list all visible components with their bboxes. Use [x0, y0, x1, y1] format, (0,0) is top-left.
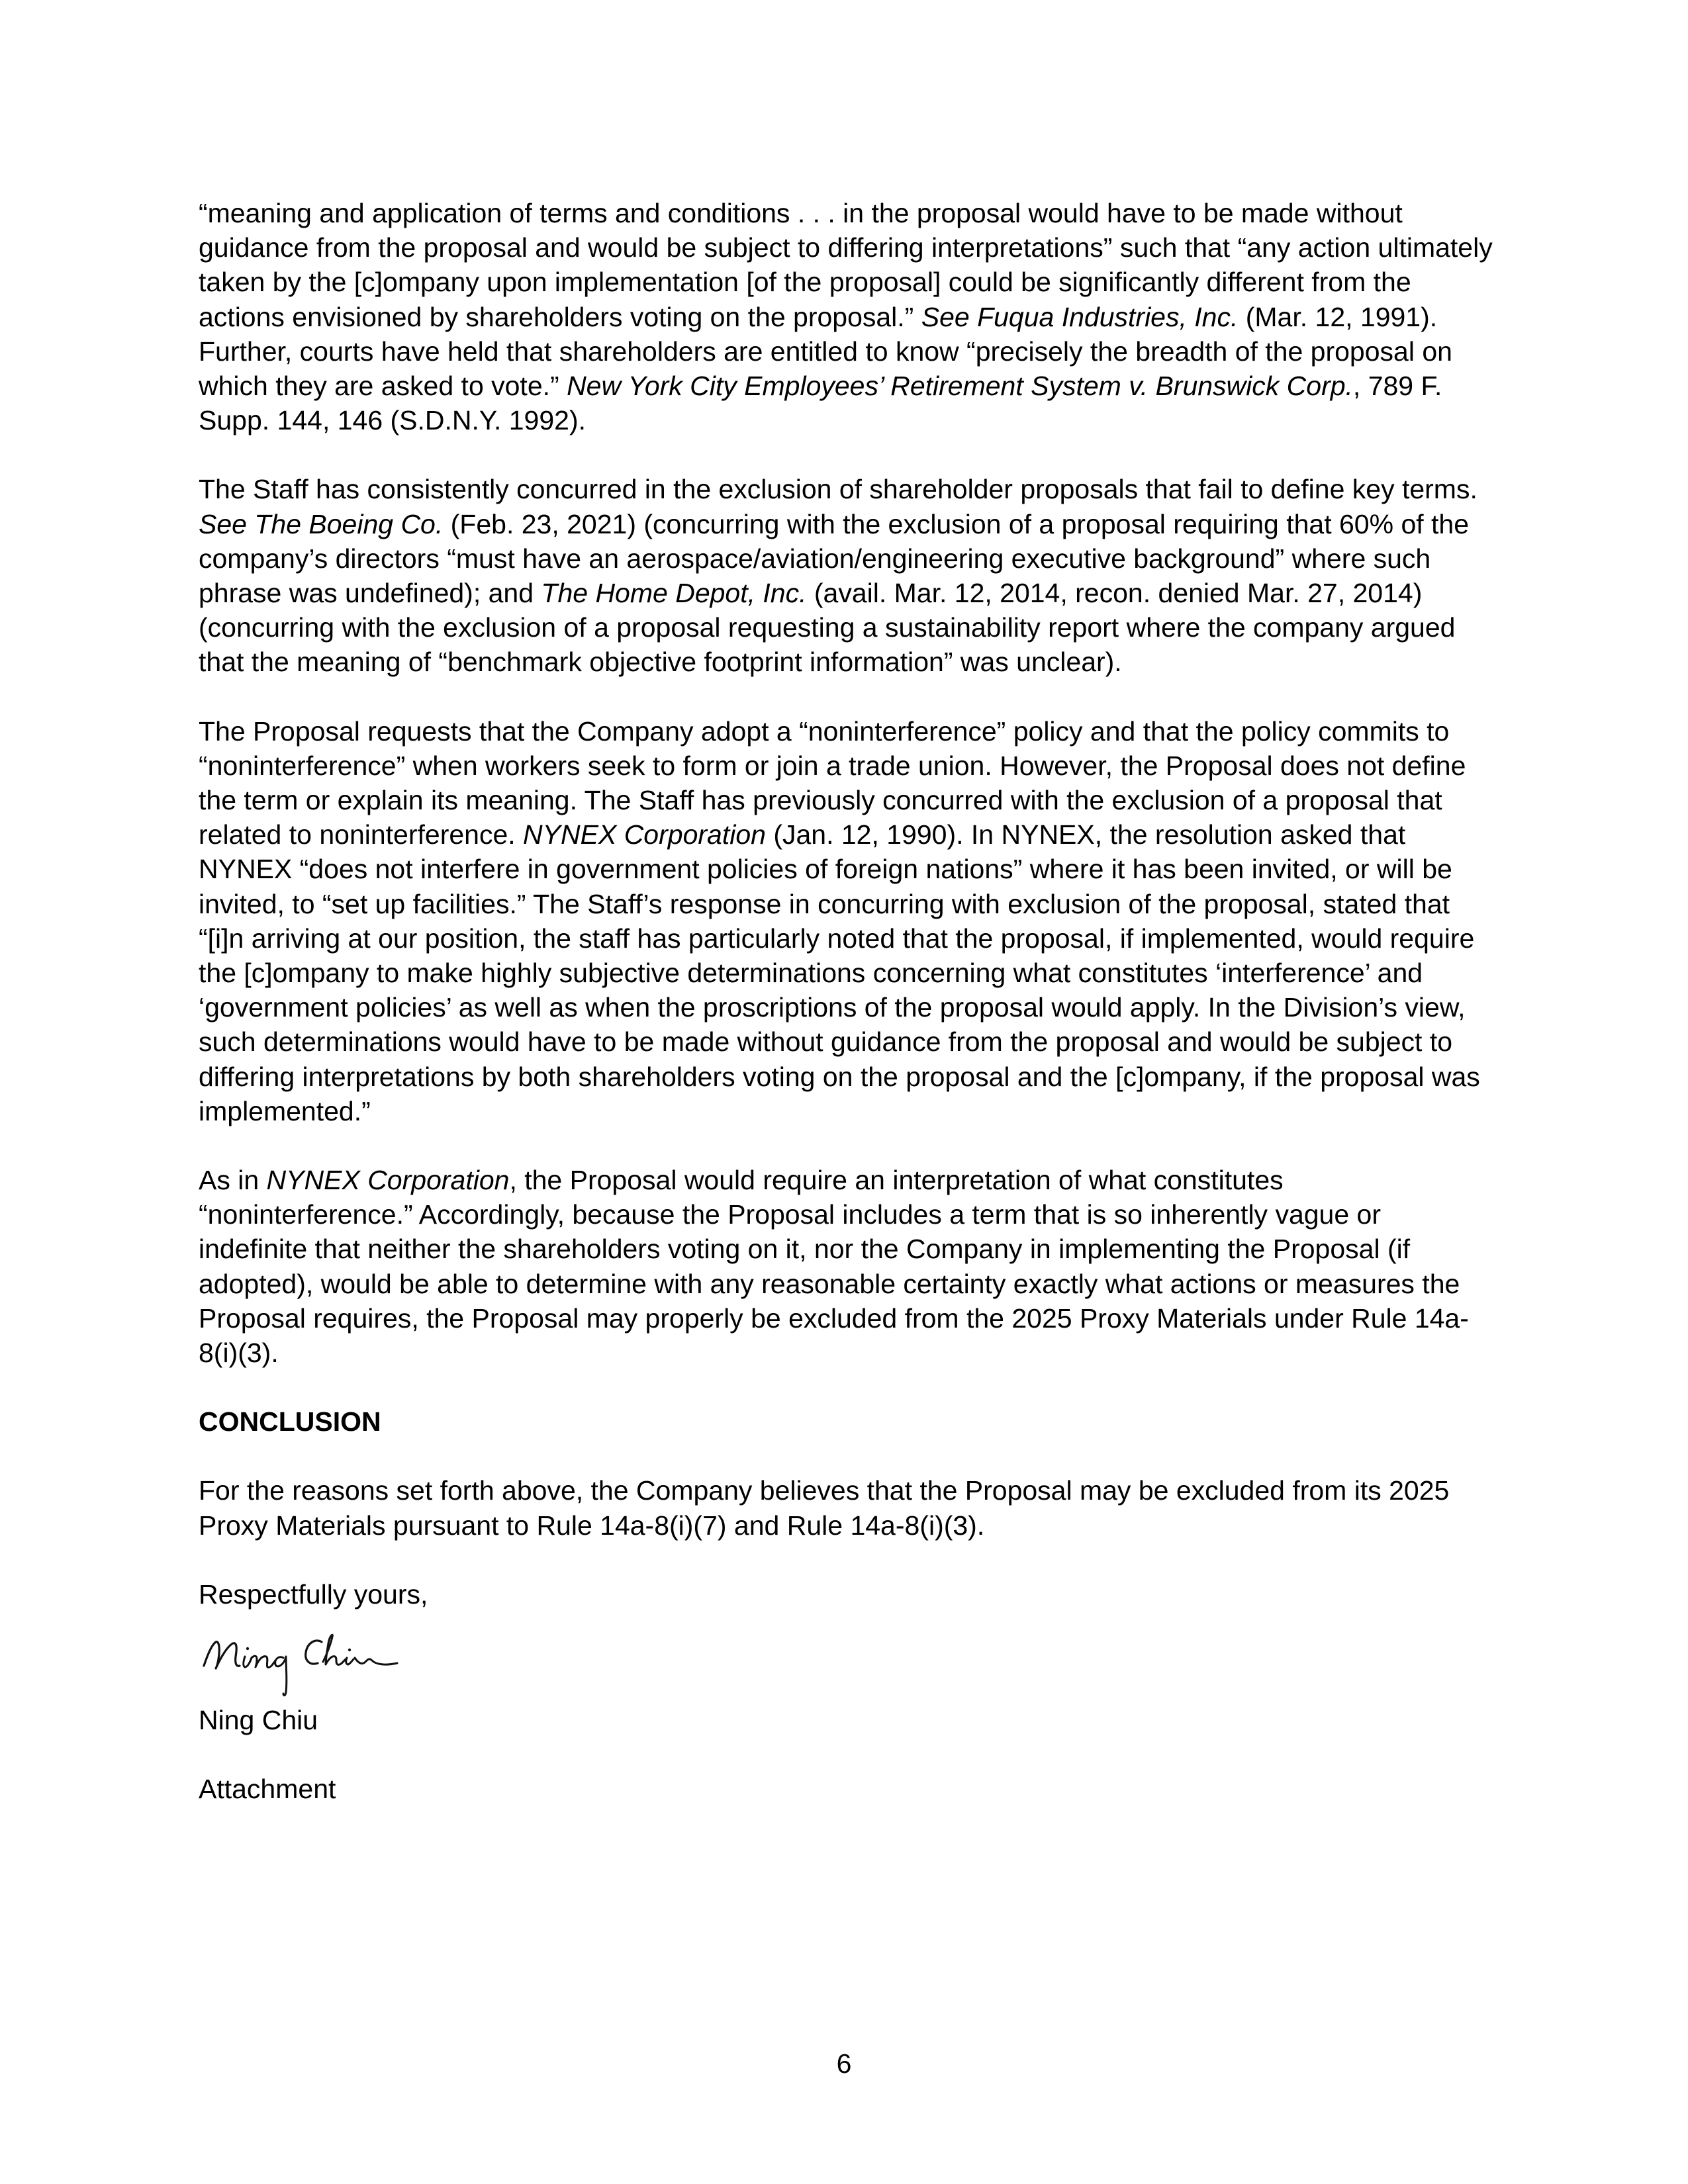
italic-citation: New York City Employees’ Retirement System v. Brunswick Corp.	[567, 371, 1353, 402]
italic-citation: See Fuqua Industries, Inc.	[921, 301, 1239, 332]
text-run: The Staff has consistently concurred in the exclusion of shareholder proposals that fail to define key terms.	[199, 474, 1477, 505]
italic-citation: The Home Depot, Inc.	[541, 578, 807, 609]
italic-citation: NYNEX Corporation	[523, 819, 766, 850]
text-run: , the Proposal would require an interpretation of what constitutes “noninterference.” Accordingly, because the Proposal includes a term that is so inherently vague or indefinite that neither the shareholders voting on it, nor the Company in implementing the Proposal (if adopted), would be able to determine with any reasonable certainty exactly what actions or measures the Proposal requires, the Proposal may properly be excluded from the 2025 Proxy Materials under Rule 14a-8(i)(3).	[199, 1165, 1469, 1369]
document-page	[199, 196, 1496, 1806]
attachment-label: Attachment	[199, 1773, 336, 1804]
text-run: As in	[199, 1165, 267, 1196]
text-run: (Jan. 12, 1990). In NYNEX, the resolution asked that NYNEX “does not interfere in government policies of foreign nations” where it has been invited, or will be invited, to “set up facilities.” The Staff’s response in concurring with exclusion of the proposal, stated that “[i]n arriving at our position, the staff has particularly noted that the proposal, if implemented, would require the [c]ompany to make highly subjective determinations concerning what constitutes ‘interference’ and ‘government policies’ as well as when the proscriptions of the proposal would apply. In the Division’s view, such determinations would have to be made without guidance from the proposal and would be subject to differing interpretations by both shareholders voting on the proposal and the [c]ompany, if the proposal was implemented.”	[199, 819, 1480, 1126]
paragraph-4	[199, 1163, 1496, 1370]
text-run: , 789 F. Supp. 144, 146 (S.D.N.Y. 1992).	[199, 371, 1442, 436]
conclusion-paragraph: For the reasons set forth above, the Company believes that the Proposal may be excluded from its 2025 Proxy Materials pursuant to Rule 14a-8(i)(7) and Rule 14a-8(i)(3).	[199, 1475, 1450, 1541]
paragraph-1	[199, 196, 1496, 437]
handwritten-signature	[199, 1619, 424, 1699]
signer-name: Ning Chiu	[199, 1704, 318, 1735]
closing-salutation: Respectfully yours,	[199, 1578, 428, 1610]
page-number: 6	[836, 2048, 852, 2079]
text-run: (Mar. 12, 1991). Further, courts have held that shareholders are entitled to know “precisely the breadth of the proposal on which they are asked to vote.”	[199, 301, 1452, 402]
conclusion-heading: CONCLUSION	[199, 1406, 381, 1437]
italic-citation: NYNEX Corporation	[266, 1165, 510, 1196]
italic-citation: See The Boeing Co.	[199, 508, 444, 539]
text-run: “meaning and application of terms and conditions . . . in the proposal would have to be made without guidance from the proposal and would be subject to differing interpretations” such that “any action ultimately taken by the [c]ompany upon implementation [of the proposal] could be significantly different from the actions envisioned by shareholders voting on the proposal.”	[199, 198, 1493, 332]
text-run: (avail. Mar. 12, 2014, recon. denied Mar. 27, 2014) (concurring with the exclusion of a proposal requesting a sustainability report where the company argued that the meaning of “benchmark objective footprint information” was unclear).	[199, 578, 1456, 678]
text-run: (Feb. 23, 2021) (concurring with the exclusion of a proposal requiring that 60% of the company’s directors “must have an aerospace/aviation/engineering executive background” where such phrase was undefined); and	[199, 508, 1470, 609]
body-paragraphs	[199, 196, 1496, 1370]
paragraph-3	[199, 714, 1496, 1128]
text-run: The Proposal requests that the Company adopt a “noninterference” policy and that the policy commits to “noninterference” when workers seek to form or join a trade union. However, the Proposal does not define the term or explain its meaning. The Staff has previously concurred with the exclusion of a proposal that related to noninterference.	[199, 715, 1466, 850]
paragraph-2	[199, 472, 1496, 679]
